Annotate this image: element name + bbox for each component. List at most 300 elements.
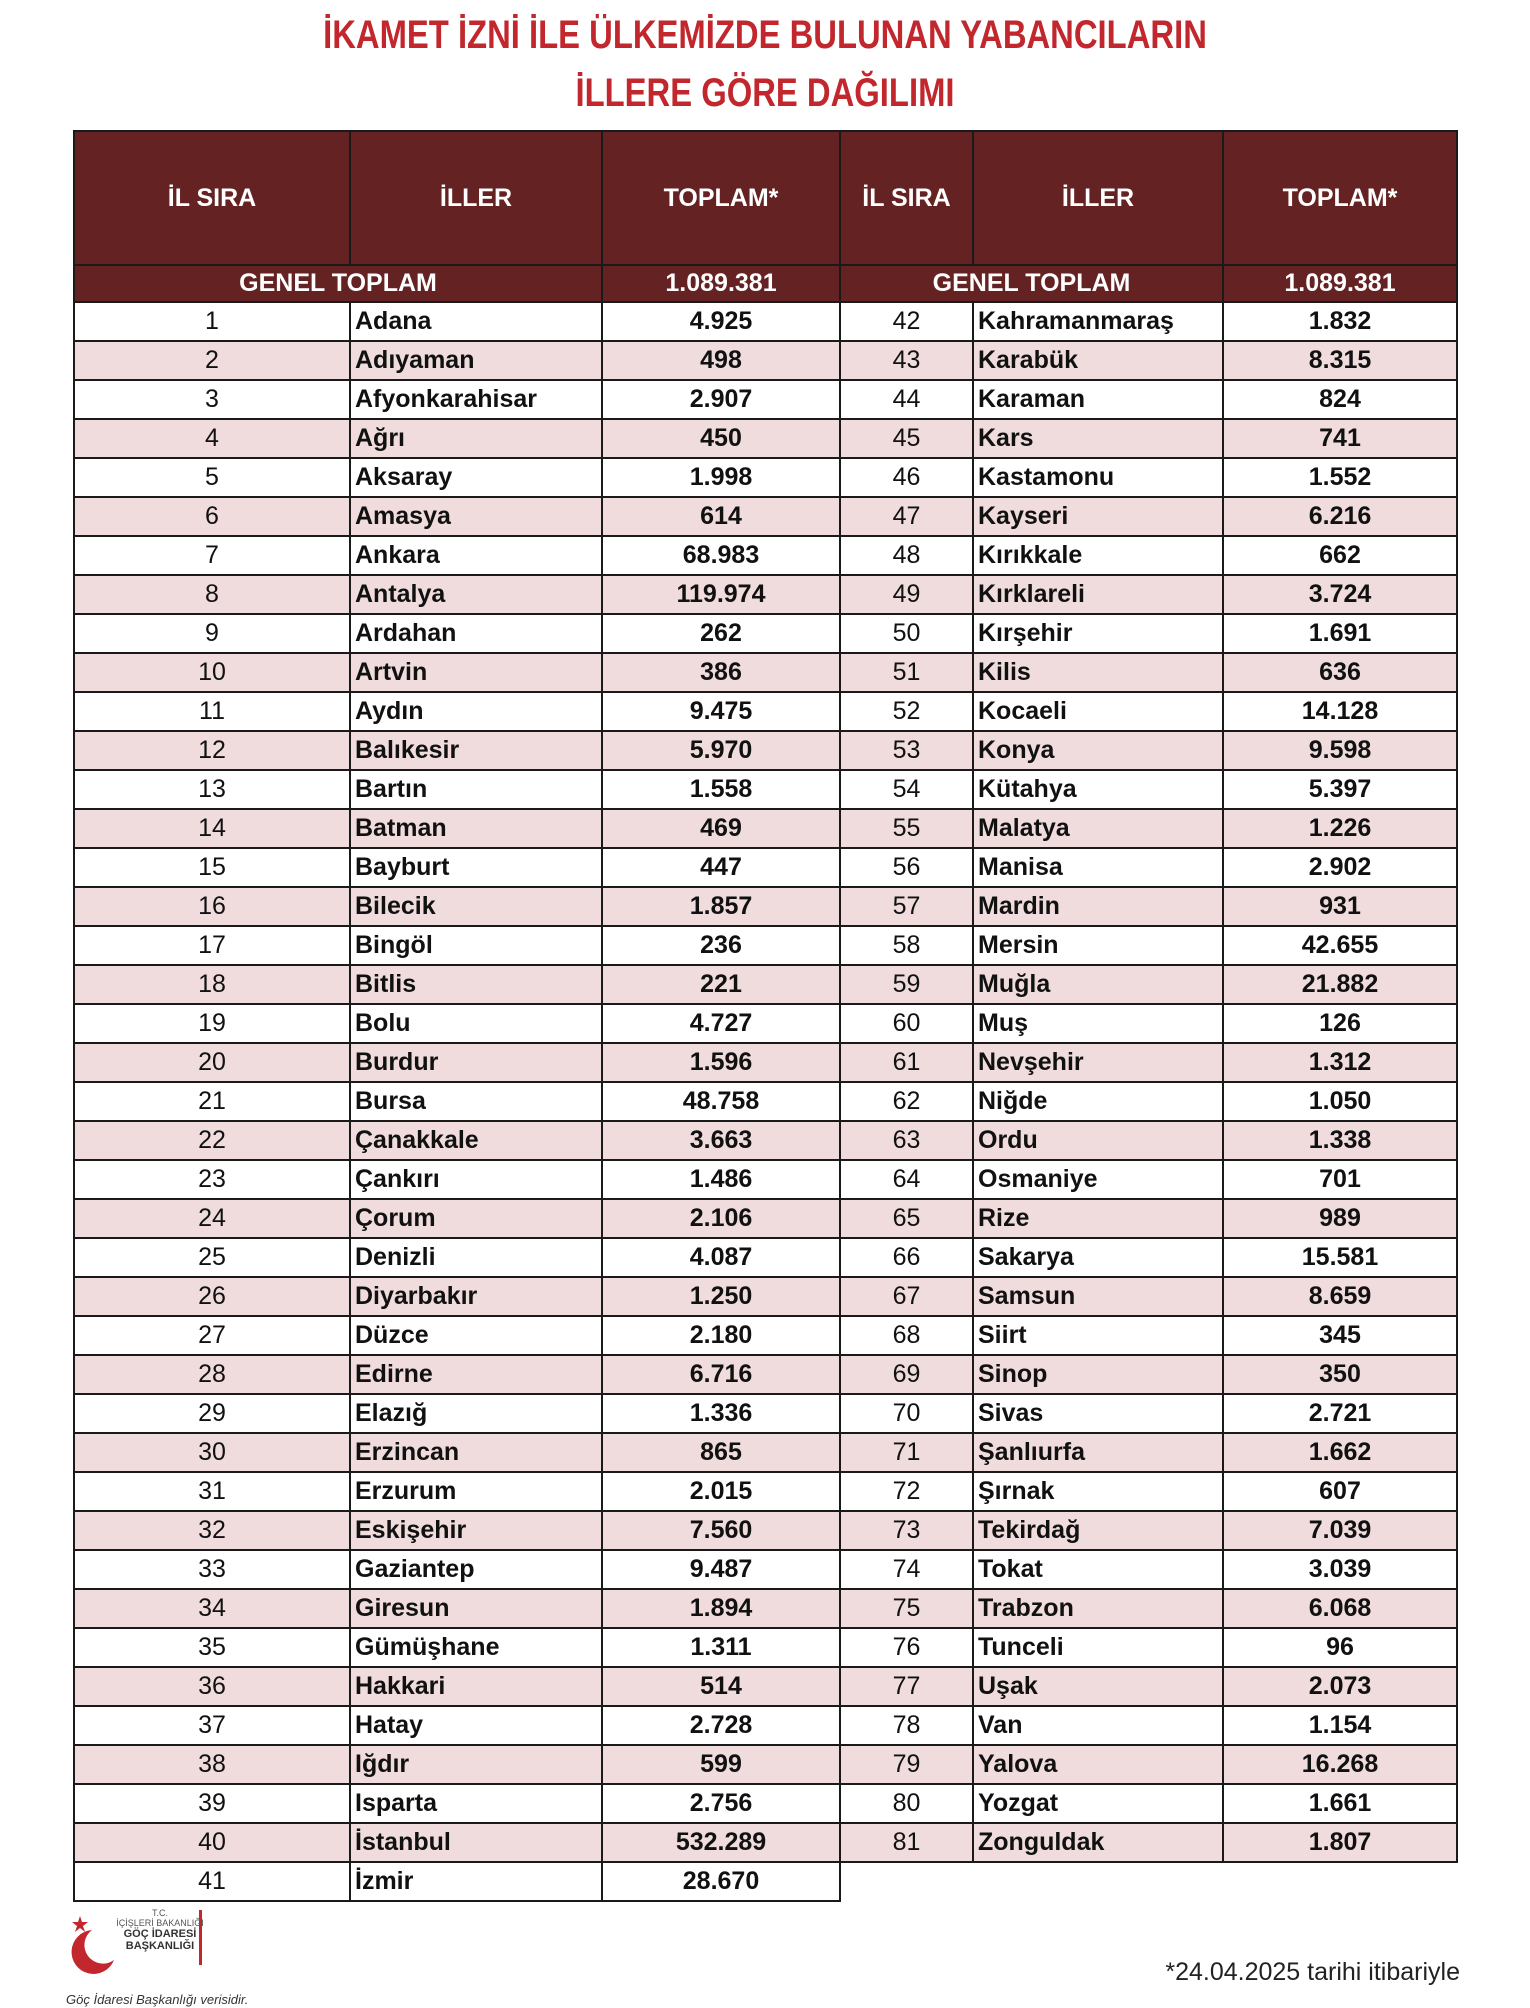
left-il-name-cell: Bursa xyxy=(350,1082,602,1121)
right-il-sira-cell: 66 xyxy=(840,1238,973,1277)
table-row xyxy=(74,965,1457,1004)
right-il-name-cell: Yozgat xyxy=(973,1784,1223,1823)
table-row xyxy=(74,1862,1457,1901)
right-toplam-cell: 1.552 xyxy=(1223,458,1457,497)
right-toplam-cell: 1.661 xyxy=(1223,1784,1457,1823)
right-il-name-cell: Tekirdağ xyxy=(973,1511,1223,1550)
left-toplam-cell: 7.560 xyxy=(602,1511,840,1550)
right-toplam-cell: 6.216 xyxy=(1223,497,1457,536)
left-il-name-cell: Iğdır xyxy=(350,1745,602,1784)
left-il-sira-cell: 4 xyxy=(74,419,350,458)
right-il-name-cell: Kahramanmaraş xyxy=(973,302,1223,341)
right-toplam-cell: 931 xyxy=(1223,887,1457,926)
table-row xyxy=(74,848,1457,887)
empty-cell xyxy=(840,1862,1457,1901)
right-il-name-cell: Samsun xyxy=(973,1277,1223,1316)
table-row xyxy=(74,926,1457,965)
left-toplam-cell: 2.180 xyxy=(602,1316,840,1355)
right-il-sira-cell: 71 xyxy=(840,1433,973,1472)
right-toplam-cell: 8.659 xyxy=(1223,1277,1457,1316)
left-il-name-cell: Bilecik xyxy=(350,887,602,926)
left-il-name-cell: Isparta xyxy=(350,1784,602,1823)
left-il-sira-cell: 9 xyxy=(74,614,350,653)
right-toplam-cell: 824 xyxy=(1223,380,1457,419)
header-iller-left: İLLER xyxy=(350,131,602,265)
left-toplam-cell: 450 xyxy=(602,419,840,458)
table-row xyxy=(74,1121,1457,1160)
table-row xyxy=(74,1745,1457,1784)
left-toplam-cell: 514 xyxy=(602,1667,840,1706)
right-toplam-cell: 8.315 xyxy=(1223,341,1457,380)
left-il-sira-cell: 21 xyxy=(74,1082,350,1121)
left-toplam-cell: 236 xyxy=(602,926,840,965)
grand-total-label-left: GENEL TOPLAM xyxy=(74,265,602,302)
left-toplam-cell: 447 xyxy=(602,848,840,887)
left-il-name-cell: Hakkari xyxy=(350,1667,602,1706)
right-toplam-cell: 1.312 xyxy=(1223,1043,1457,1082)
table-row xyxy=(74,302,1457,341)
page-title-line-2: İLLERE GÖRE DAĞILIMI xyxy=(575,71,955,115)
right-il-sira-cell: 51 xyxy=(840,653,973,692)
left-toplam-cell: 1.998 xyxy=(602,458,840,497)
left-il-name-cell: Edirne xyxy=(350,1355,602,1394)
left-il-name-cell: Erzincan xyxy=(350,1433,602,1472)
left-il-sira-cell: 5 xyxy=(74,458,350,497)
table-row xyxy=(74,1823,1457,1862)
left-toplam-cell: 1.311 xyxy=(602,1628,840,1667)
left-toplam-cell: 9.487 xyxy=(602,1550,840,1589)
right-il-name-cell: Kayseri xyxy=(973,497,1223,536)
source-caption: Göç İdaresi Başkanlığı verisidir. xyxy=(66,1992,249,2007)
right-il-name-cell: Sakarya xyxy=(973,1238,1223,1277)
left-toplam-cell: 119.974 xyxy=(602,575,840,614)
right-il-sira-cell: 75 xyxy=(840,1589,973,1628)
right-il-name-cell: Muğla xyxy=(973,965,1223,1004)
left-il-name-cell: Aydın xyxy=(350,692,602,731)
grand-total-value-right: 1.089.381 xyxy=(1223,265,1457,302)
left-toplam-cell: 599 xyxy=(602,1745,840,1784)
right-toplam-cell: 2.073 xyxy=(1223,1667,1457,1706)
right-toplam-cell: 2.721 xyxy=(1223,1394,1457,1433)
left-toplam-cell: 28.670 xyxy=(602,1862,840,1901)
left-il-sira-cell: 12 xyxy=(74,731,350,770)
left-il-name-cell: Ankara xyxy=(350,536,602,575)
left-il-sira-cell: 27 xyxy=(74,1316,350,1355)
right-il-sira-cell: 80 xyxy=(840,1784,973,1823)
left-toplam-cell: 614 xyxy=(602,497,840,536)
left-il-name-cell: Giresun xyxy=(350,1589,602,1628)
logo-line-2: İÇİŞLERİ BAKANLIĞI xyxy=(116,1918,204,1928)
right-il-name-cell: Tunceli xyxy=(973,1628,1223,1667)
right-il-name-cell: Mardin xyxy=(973,887,1223,926)
left-il-name-cell: Balıkesir xyxy=(350,731,602,770)
left-il-sira-cell: 26 xyxy=(74,1277,350,1316)
right-toplam-cell: 662 xyxy=(1223,536,1457,575)
left-il-sira-cell: 32 xyxy=(74,1511,350,1550)
right-il-name-cell: Tokat xyxy=(973,1550,1223,1589)
right-toplam-cell: 1.662 xyxy=(1223,1433,1457,1472)
left-il-name-cell: Bolu xyxy=(350,1004,602,1043)
right-toplam-cell: 5.397 xyxy=(1223,770,1457,809)
left-il-name-cell: İstanbul xyxy=(350,1823,602,1862)
right-il-sira-cell: 67 xyxy=(840,1277,973,1316)
table-row xyxy=(74,653,1457,692)
header-row xyxy=(74,131,1457,265)
left-il-sira-cell: 2 xyxy=(74,341,350,380)
right-toplam-cell: 15.581 xyxy=(1223,1238,1457,1277)
right-il-sira-cell: 74 xyxy=(840,1550,973,1589)
left-il-sira-cell: 20 xyxy=(74,1043,350,1082)
table-row xyxy=(74,692,1457,731)
left-il-name-cell: Batman xyxy=(350,809,602,848)
right-il-name-cell: Karabük xyxy=(973,341,1223,380)
right-toplam-cell: 636 xyxy=(1223,653,1457,692)
left-il-sira-cell: 8 xyxy=(74,575,350,614)
grand-total-row xyxy=(74,265,1457,302)
left-il-name-cell: Diyarbakır xyxy=(350,1277,602,1316)
left-il-sira-cell: 17 xyxy=(74,926,350,965)
right-il-sira-cell: 48 xyxy=(840,536,973,575)
page-title-line-1: İKAMET İZNİ İLE ÜLKEMİZDE BULUNAN YABANCILARIN xyxy=(323,13,1207,57)
right-il-sira-cell: 68 xyxy=(840,1316,973,1355)
left-il-name-cell: Amasya xyxy=(350,497,602,536)
right-il-sira-cell: 69 xyxy=(840,1355,973,1394)
left-il-sira-cell: 25 xyxy=(74,1238,350,1277)
left-il-name-cell: Çorum xyxy=(350,1199,602,1238)
table-row xyxy=(74,341,1457,380)
header-il-sira-right: İL SIRA xyxy=(840,131,973,265)
right-il-name-cell: Karaman xyxy=(973,380,1223,419)
right-il-name-cell: Kütahya xyxy=(973,770,1223,809)
table-row xyxy=(74,575,1457,614)
table-row xyxy=(74,1667,1457,1706)
right-il-sira-cell: 52 xyxy=(840,692,973,731)
right-il-sira-cell: 53 xyxy=(840,731,973,770)
left-toplam-cell: 6.716 xyxy=(602,1355,840,1394)
left-toplam-cell: 4.925 xyxy=(602,302,840,341)
table-row xyxy=(74,731,1457,770)
left-toplam-cell: 865 xyxy=(602,1433,840,1472)
table-row xyxy=(74,1628,1457,1667)
right-toplam-cell: 607 xyxy=(1223,1472,1457,1511)
right-toplam-cell: 16.268 xyxy=(1223,1745,1457,1784)
left-il-sira-cell: 10 xyxy=(74,653,350,692)
right-toplam-cell: 21.882 xyxy=(1223,965,1457,1004)
logo-text xyxy=(110,1908,210,1952)
left-toplam-cell: 9.475 xyxy=(602,692,840,731)
table-row xyxy=(74,1082,1457,1121)
left-il-sira-cell: 33 xyxy=(74,1550,350,1589)
right-toplam-cell: 350 xyxy=(1223,1355,1457,1394)
right-il-sira-cell: 44 xyxy=(840,380,973,419)
table-row xyxy=(74,1004,1457,1043)
table-row xyxy=(74,1589,1457,1628)
table-row xyxy=(74,1199,1457,1238)
right-toplam-cell: 3.039 xyxy=(1223,1550,1457,1589)
right-il-name-cell: Kastamonu xyxy=(973,458,1223,497)
left-toplam-cell: 2.015 xyxy=(602,1472,840,1511)
right-il-sira-cell: 42 xyxy=(840,302,973,341)
left-il-sira-cell: 15 xyxy=(74,848,350,887)
right-il-name-cell: Konya xyxy=(973,731,1223,770)
table-row xyxy=(74,1511,1457,1550)
left-il-sira-cell: 36 xyxy=(74,1667,350,1706)
table-row xyxy=(74,1784,1457,1823)
left-il-name-cell: Çankırı xyxy=(350,1160,602,1199)
left-il-sira-cell: 30 xyxy=(74,1433,350,1472)
table-row xyxy=(74,1706,1457,1745)
right-toplam-cell: 42.655 xyxy=(1223,926,1457,965)
right-il-sira-cell: 64 xyxy=(840,1160,973,1199)
left-il-name-cell: Aksaray xyxy=(350,458,602,497)
right-il-name-cell: Osmaniye xyxy=(973,1160,1223,1199)
date-footnote: *24.04.2025 tarihi itibariyle xyxy=(1165,1958,1460,1986)
left-il-sira-cell: 31 xyxy=(74,1472,350,1511)
left-il-sira-cell: 19 xyxy=(74,1004,350,1043)
right-il-sira-cell: 56 xyxy=(840,848,973,887)
left-il-sira-cell: 23 xyxy=(74,1160,350,1199)
right-toplam-cell: 126 xyxy=(1223,1004,1457,1043)
left-il-name-cell: Ağrı xyxy=(350,419,602,458)
left-toplam-cell: 498 xyxy=(602,341,840,380)
left-il-name-cell: Bingöl xyxy=(350,926,602,965)
table-row xyxy=(74,380,1457,419)
left-il-name-cell: Gaziantep xyxy=(350,1550,602,1589)
right-il-sira-cell: 49 xyxy=(840,575,973,614)
right-il-sira-cell: 59 xyxy=(840,965,973,1004)
left-il-sira-cell: 24 xyxy=(74,1199,350,1238)
left-toplam-cell: 469 xyxy=(602,809,840,848)
left-toplam-cell: 1.250 xyxy=(602,1277,840,1316)
left-il-name-cell: Eskişehir xyxy=(350,1511,602,1550)
header-il-sira-left: İL SIRA xyxy=(74,131,350,265)
left-il-sira-cell: 40 xyxy=(74,1823,350,1862)
right-toplam-cell: 1.338 xyxy=(1223,1121,1457,1160)
right-toplam-cell: 3.724 xyxy=(1223,575,1457,614)
left-il-sira-cell: 1 xyxy=(74,302,350,341)
left-toplam-cell: 1.486 xyxy=(602,1160,840,1199)
right-il-sira-cell: 57 xyxy=(840,887,973,926)
right-toplam-cell: 345 xyxy=(1223,1316,1457,1355)
right-il-name-cell: Malatya xyxy=(973,809,1223,848)
left-il-name-cell: Afyonkarahisar xyxy=(350,380,602,419)
logo-line-4: BAŞKANLIĞI xyxy=(125,1940,195,1952)
table-row xyxy=(74,770,1457,809)
right-il-name-cell: Yalova xyxy=(973,1745,1223,1784)
right-il-sira-cell: 45 xyxy=(840,419,973,458)
right-il-name-cell: Kırklareli xyxy=(973,575,1223,614)
right-il-sira-cell: 65 xyxy=(840,1199,973,1238)
left-il-name-cell: Antalya xyxy=(350,575,602,614)
left-il-sira-cell: 38 xyxy=(74,1745,350,1784)
left-il-name-cell: Gümüşhane xyxy=(350,1628,602,1667)
header-iller-right: İLLER xyxy=(973,131,1223,265)
right-il-sira-cell: 62 xyxy=(840,1082,973,1121)
left-toplam-cell: 532.289 xyxy=(602,1823,840,1862)
right-il-sira-cell: 61 xyxy=(840,1043,973,1082)
table-row xyxy=(74,1472,1457,1511)
right-il-sira-cell: 79 xyxy=(840,1745,973,1784)
table-row xyxy=(74,614,1457,653)
right-il-name-cell: Şırnak xyxy=(973,1472,1223,1511)
right-toplam-cell: 989 xyxy=(1223,1199,1457,1238)
left-il-sira-cell: 34 xyxy=(74,1589,350,1628)
left-il-sira-cell: 22 xyxy=(74,1121,350,1160)
left-il-sira-cell: 14 xyxy=(74,809,350,848)
left-il-name-cell: Elazığ xyxy=(350,1394,602,1433)
right-il-name-cell: Zonguldak xyxy=(973,1823,1223,1862)
right-il-sira-cell: 54 xyxy=(840,770,973,809)
right-il-sira-cell: 76 xyxy=(840,1628,973,1667)
header-toplam-right: TOPLAM* xyxy=(1223,131,1457,265)
left-toplam-cell: 262 xyxy=(602,614,840,653)
left-il-name-cell: Artvin xyxy=(350,653,602,692)
right-il-name-cell: Mersin xyxy=(973,926,1223,965)
left-il-name-cell: Ardahan xyxy=(350,614,602,653)
left-il-name-cell: Hatay xyxy=(350,1706,602,1745)
right-il-sira-cell: 60 xyxy=(840,1004,973,1043)
table-row xyxy=(74,887,1457,926)
right-il-name-cell: Van xyxy=(973,1706,1223,1745)
logo-line-1: T.C. xyxy=(151,1908,168,1918)
right-il-sira-cell: 43 xyxy=(840,341,973,380)
right-il-name-cell: Trabzon xyxy=(973,1589,1223,1628)
right-il-sira-cell: 72 xyxy=(840,1472,973,1511)
left-il-name-cell: İzmir xyxy=(350,1862,602,1901)
left-toplam-cell: 1.894 xyxy=(602,1589,840,1628)
left-il-sira-cell: 37 xyxy=(74,1706,350,1745)
left-il-name-cell: Çanakkale xyxy=(350,1121,602,1160)
table-row xyxy=(74,1316,1457,1355)
left-il-name-cell: Adana xyxy=(350,302,602,341)
table-row xyxy=(74,1277,1457,1316)
right-toplam-cell: 1.226 xyxy=(1223,809,1457,848)
right-il-name-cell: Kırşehir xyxy=(973,614,1223,653)
table-row xyxy=(74,1238,1457,1277)
left-toplam-cell: 1.857 xyxy=(602,887,840,926)
crescent-star-icon xyxy=(72,1916,114,1974)
right-il-name-cell: Sivas xyxy=(973,1394,1223,1433)
right-il-sira-cell: 81 xyxy=(840,1823,973,1862)
left-il-sira-cell: 16 xyxy=(74,887,350,926)
right-toplam-cell: 9.598 xyxy=(1223,731,1457,770)
right-il-name-cell: Siirt xyxy=(973,1316,1223,1355)
left-il-sira-cell: 6 xyxy=(74,497,350,536)
left-il-sira-cell: 7 xyxy=(74,536,350,575)
right-toplam-cell: 6.068 xyxy=(1223,1589,1457,1628)
table-row xyxy=(74,1394,1457,1433)
right-il-sira-cell: 55 xyxy=(840,809,973,848)
left-il-sira-cell: 29 xyxy=(74,1394,350,1433)
table-row xyxy=(74,458,1457,497)
left-toplam-cell: 4.727 xyxy=(602,1004,840,1043)
logo-line-3: GÖÇ İDARESİ xyxy=(123,1928,197,1940)
right-il-sira-cell: 46 xyxy=(840,458,973,497)
left-toplam-cell: 2.907 xyxy=(602,380,840,419)
right-il-name-cell: Kilis xyxy=(973,653,1223,692)
table-row xyxy=(74,1550,1457,1589)
left-il-sira-cell: 3 xyxy=(74,380,350,419)
left-toplam-cell: 221 xyxy=(602,965,840,1004)
left-il-name-cell: Erzurum xyxy=(350,1472,602,1511)
right-toplam-cell: 1.691 xyxy=(1223,614,1457,653)
left-il-name-cell: Bartın xyxy=(350,770,602,809)
right-toplam-cell: 1.154 xyxy=(1223,1706,1457,1745)
left-il-name-cell: Düzce xyxy=(350,1316,602,1355)
table-row xyxy=(74,536,1457,575)
right-il-name-cell: Şanlıurfa xyxy=(973,1433,1223,1472)
right-il-sira-cell: 63 xyxy=(840,1121,973,1160)
right-il-name-cell: Manisa xyxy=(973,848,1223,887)
right-il-sira-cell: 70 xyxy=(840,1394,973,1433)
left-il-name-cell: Bitlis xyxy=(350,965,602,1004)
province-table xyxy=(73,130,1458,1902)
right-il-name-cell: Sinop xyxy=(973,1355,1223,1394)
left-toplam-cell: 48.758 xyxy=(602,1082,840,1121)
right-il-sira-cell: 77 xyxy=(840,1667,973,1706)
right-il-sira-cell: 58 xyxy=(840,926,973,965)
right-il-name-cell: Uşak xyxy=(973,1667,1223,1706)
right-toplam-cell: 1.807 xyxy=(1223,1823,1457,1862)
left-toplam-cell: 2.106 xyxy=(602,1199,840,1238)
left-il-name-cell: Adıyaman xyxy=(350,341,602,380)
left-il-sira-cell: 39 xyxy=(74,1784,350,1823)
table-row xyxy=(74,497,1457,536)
right-toplam-cell: 1.050 xyxy=(1223,1082,1457,1121)
left-toplam-cell: 1.558 xyxy=(602,770,840,809)
left-il-name-cell: Burdur xyxy=(350,1043,602,1082)
left-toplam-cell: 4.087 xyxy=(602,1238,840,1277)
table-row xyxy=(74,809,1457,848)
table-row xyxy=(74,1160,1457,1199)
right-il-name-cell: Ordu xyxy=(973,1121,1223,1160)
left-il-name-cell: Bayburt xyxy=(350,848,602,887)
left-il-sira-cell: 11 xyxy=(74,692,350,731)
right-il-name-cell: Kocaeli xyxy=(973,692,1223,731)
left-toplam-cell: 1.596 xyxy=(602,1043,840,1082)
right-il-sira-cell: 78 xyxy=(840,1706,973,1745)
header-toplam-left: TOPLAM* xyxy=(602,131,840,265)
right-toplam-cell: 741 xyxy=(1223,419,1457,458)
table-row xyxy=(74,419,1457,458)
right-il-name-cell: Kırıkkale xyxy=(973,536,1223,575)
left-il-sira-cell: 35 xyxy=(74,1628,350,1667)
table-row xyxy=(74,1433,1457,1472)
right-il-name-cell: Niğde xyxy=(973,1082,1223,1121)
left-toplam-cell: 2.728 xyxy=(602,1706,840,1745)
right-il-name-cell: Kars xyxy=(973,419,1223,458)
table-row xyxy=(74,1043,1457,1082)
left-toplam-cell: 3.663 xyxy=(602,1121,840,1160)
left-toplam-cell: 2.756 xyxy=(602,1784,840,1823)
left-il-sira-cell: 18 xyxy=(74,965,350,1004)
right-toplam-cell: 96 xyxy=(1223,1628,1457,1667)
right-toplam-cell: 2.902 xyxy=(1223,848,1457,887)
table-row xyxy=(74,1355,1457,1394)
right-toplam-cell: 1.832 xyxy=(1223,302,1457,341)
left-il-sira-cell: 13 xyxy=(74,770,350,809)
left-il-name-cell: Denizli xyxy=(350,1238,602,1277)
left-toplam-cell: 386 xyxy=(602,653,840,692)
right-toplam-cell: 701 xyxy=(1223,1160,1457,1199)
right-toplam-cell: 14.128 xyxy=(1223,692,1457,731)
left-toplam-cell: 68.983 xyxy=(602,536,840,575)
right-il-sira-cell: 50 xyxy=(840,614,973,653)
right-il-sira-cell: 73 xyxy=(840,1511,973,1550)
right-il-sira-cell: 47 xyxy=(840,497,973,536)
left-il-sira-cell: 28 xyxy=(74,1355,350,1394)
left-toplam-cell: 5.970 xyxy=(602,731,840,770)
